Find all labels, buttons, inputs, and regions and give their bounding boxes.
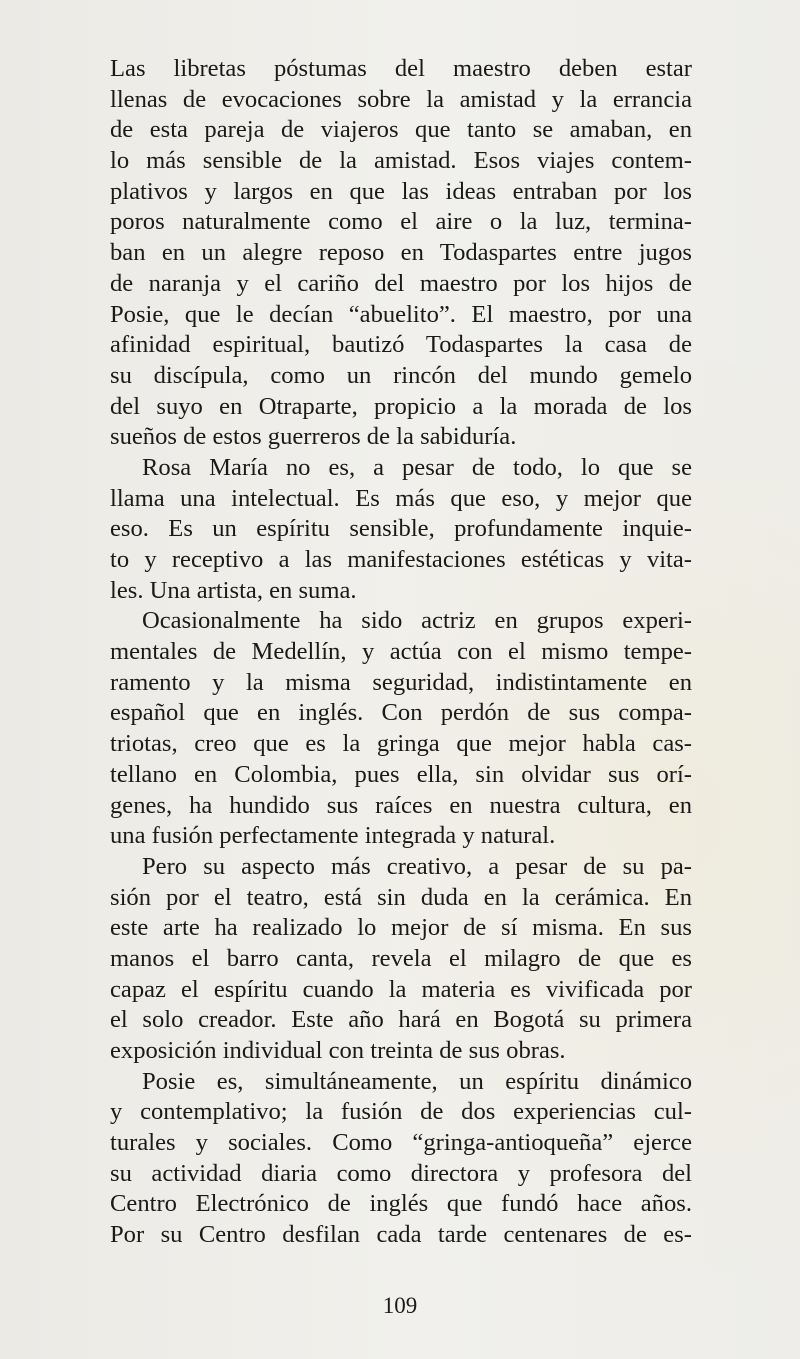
text-line: capaz el espíritu cuando la materia es vivificada por (110, 975, 692, 1003)
text-line: del suyo en Otraparte, propicio a la morada de los (110, 392, 692, 420)
text-line: Posie, que le decían “abuelito”. El maestro, por una (110, 300, 692, 328)
text-line: Centro Electrónico de inglés que fundó hace años. (110, 1190, 692, 1218)
text-line: sueños de estos guerreros de la sabiduría. (110, 423, 517, 451)
text-line: sión por el teatro, está sin duda en la cerámica. En (110, 883, 692, 911)
paragraph (110, 606, 692, 852)
text-line: eso. Es un espíritu sensible, profundamente inquie- (110, 515, 692, 543)
text-line: y contemplativo; la fusión de dos experiencias cul- (110, 1098, 692, 1126)
text-line: Pero su aspecto más creativo, a pesar de su pa- (142, 852, 692, 880)
text-line: este arte ha realizado lo mejor de sí misma. En sus (110, 914, 692, 942)
text-line: Ocasionalmente ha sido actriz en grupos experi- (142, 607, 692, 635)
text-line: ramento y la misma seguridad, indistintamente en (110, 668, 692, 696)
paragraph (110, 453, 692, 606)
text-line: su discípula, como un rincón del mundo gemelo (110, 361, 692, 389)
paragraph (110, 54, 692, 453)
text-line: de naranja y el cariño del maestro por los hijos de (110, 269, 692, 297)
text-line: afinidad espiritual, bautizó Todaspartes la casa de (110, 331, 692, 359)
text-line: Rosa María no es, a pesar de todo, lo que se (142, 453, 692, 481)
text-line: el solo creador. Este año hará en Bogotá su primera (110, 1006, 692, 1034)
body-text (110, 54, 692, 1251)
text-line: español que en inglés. Con perdón de sus compa- (110, 699, 692, 727)
paragraph (110, 1067, 692, 1251)
text-line: plativos y largos en que las ideas entraban por los (110, 177, 692, 205)
text-line: tellano en Colombia, pues ella, sin olvidar sus orí- (110, 760, 692, 788)
text-line: exposición individual con treinta de sus obras. (110, 1037, 566, 1064)
text-line: turales y sociales. Como “gringa-antioqueña” ejerce (110, 1129, 692, 1157)
text-line: lo más sensible de la amistad. Esos viajes contem- (110, 147, 692, 175)
page-number: 109 (382, 1293, 418, 1318)
text-line: to y receptivo a las manifestaciones estéticas y vita- (110, 546, 692, 573)
text-line: Por su Centro desfilan cada tarde centenares de es- (110, 1221, 692, 1249)
text-line: les. Una artista, en suma. (110, 576, 357, 604)
text-line: llama una intelectual. Es más que eso, y mejor que (110, 484, 692, 512)
text-line: Las libretas póstumas del maestro deben estar (110, 55, 692, 82)
text-line: de esta pareja de viajeros que tanto se amaban, en (110, 116, 692, 144)
text-line: ban en un alegre reposo en Todaspartes entre jugos (110, 239, 692, 267)
text-line: su actividad diaria como directora y profesora del (110, 1159, 692, 1187)
text-line: poros naturalmente como el aire o la luz, termina- (110, 208, 692, 236)
text-line: llenas de evocaciones sobre la amistad y la errancia (110, 85, 692, 113)
paragraph (110, 852, 692, 1067)
text-line: una fusión perfectamente integrada y natural. (110, 822, 556, 850)
text-line: mentales de Medellín, y actúa con el mismo tempe- (110, 638, 692, 666)
text-line: triotas, creo que es la gringa que mejor habla cas- (110, 730, 692, 758)
text-line: manos el barro canta, revela el milagro de que es (110, 944, 692, 972)
text-line: genes, ha hundido sus raíces en nuestra cultura, en (110, 791, 692, 819)
text-line: Posie es, simultáneamente, un espíritu dinámico (142, 1067, 692, 1095)
